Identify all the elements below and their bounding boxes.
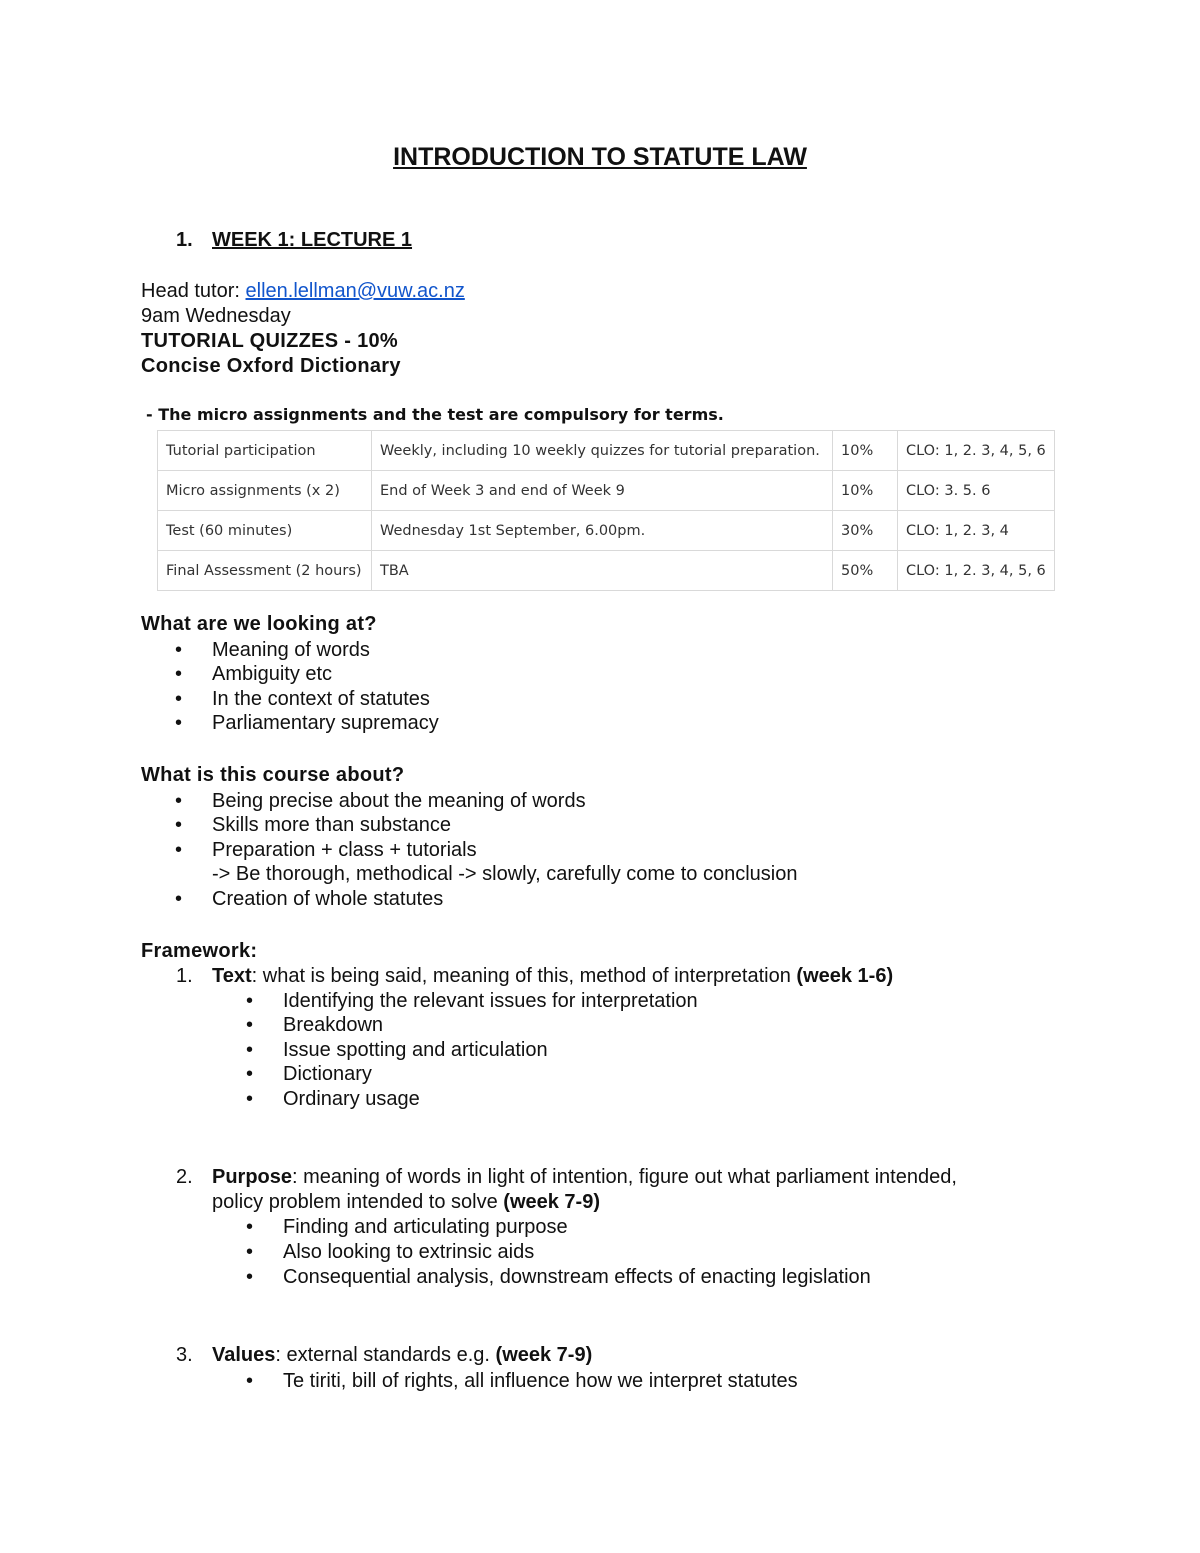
compulsory-note: - The micro assignments and the test are compulsory for terms. [146, 405, 724, 424]
bullet-icon: • [246, 1014, 254, 1036]
list-item: Skills more than substance [212, 814, 452, 836]
list-item: Ordinary usage [283, 1088, 420, 1110]
framework-item-text [212, 1344, 592, 1367]
section-number: 1. [176, 229, 193, 251]
quizzes-weight: TUTORIAL QUIZZES - 10% [141, 330, 399, 352]
framework-term: Purpose [212, 1166, 293, 1188]
list-item: Te tiriti, bill of rights, all influence how we interpret statutes [283, 1370, 798, 1392]
list-item: Identifying the relevant issues for interpretation [283, 990, 698, 1012]
table-cell: 30% [833, 511, 898, 551]
bullet-icon: • [246, 990, 254, 1012]
table-cell: CLO: 3. 5. 6 [898, 471, 1055, 511]
bullet-icon: • [175, 712, 183, 734]
framework-item-text [212, 1166, 957, 1189]
framework-weeks: (week 7-9) [503, 1191, 600, 1213]
head-tutor-line [141, 280, 465, 303]
bullet-icon: • [175, 839, 183, 861]
table-cell: CLO: 1, 2. 3, 4, 5, 6 [898, 431, 1055, 471]
bullet-icon: • [175, 814, 183, 836]
table-row [158, 431, 1055, 471]
framework-desc: : external standards e.g. [275, 1344, 496, 1366]
table-cell: End of Week 3 and end of Week 9 [372, 471, 833, 511]
bullet-icon: • [246, 1266, 254, 1288]
framework-term: Values [212, 1344, 276, 1366]
bullet-icon: • [175, 790, 183, 812]
list-item: Also looking to extrinsic aids [283, 1241, 535, 1263]
framework-number: 2. [176, 1166, 193, 1188]
framework-item-text-cont [212, 1191, 600, 1214]
page-title: INTRODUCTION TO STATUTE LAW [393, 143, 807, 171]
table-row [158, 471, 1055, 511]
table-row [158, 511, 1055, 551]
bullet-icon: • [246, 1241, 254, 1263]
list-item: Ambiguity etc [212, 663, 333, 685]
list-item: Creation of whole statutes [212, 888, 444, 910]
list-item: Consequential analysis, downstream effects of enacting legislation [283, 1266, 871, 1288]
head-tutor-label: Head tutor: [141, 280, 246, 302]
table-cell: Test (60 minutes) [158, 511, 372, 551]
bullet-icon: • [246, 1216, 254, 1238]
table-cell: Micro assignments (x 2) [158, 471, 372, 511]
bullet-icon: • [175, 888, 183, 910]
dictionary-note: Concise Oxford Dictionary [141, 355, 401, 377]
bullet-icon: • [175, 639, 183, 661]
framework-number: 1. [176, 965, 193, 987]
list-item: Breakdown [283, 1014, 384, 1036]
bullet-icon: • [246, 1063, 254, 1085]
bullet-icon: • [175, 688, 183, 710]
table-cell: Wednesday 1st September, 6.00pm. [372, 511, 833, 551]
table-cell: Final Assessment (2 hours) [158, 551, 372, 591]
bullet-icon: • [246, 1370, 254, 1392]
lecture-time: 9am Wednesday [141, 305, 291, 327]
list-item: Issue spotting and articulation [283, 1039, 548, 1061]
framework-heading: Framework: [141, 940, 258, 962]
section-heading: WEEK 1: LECTURE 1 [212, 229, 413, 251]
list-item: Meaning of words [212, 639, 370, 661]
table-cell: CLO: 1, 2. 3, 4 [898, 511, 1055, 551]
table-row [158, 551, 1055, 591]
bullet-icon: • [246, 1039, 254, 1061]
table-cell: Weekly, including 10 weekly quizzes for tutorial preparation. [372, 431, 833, 471]
table-cell: Tutorial participation [158, 431, 372, 471]
bullet-icon: • [246, 1088, 254, 1110]
table-cell: CLO: 1, 2. 3, 4, 5, 6 [898, 551, 1055, 591]
framework-desc: policy problem intended to solve [212, 1191, 504, 1213]
list-item: Being precise about the meaning of words [212, 790, 586, 812]
assessment-table [157, 430, 1055, 591]
framework-desc: : meaning of words in light of intention, figure out what parliament intended, [292, 1166, 957, 1188]
list-item-continuation: -> Be thorough, methodical -> slowly, carefully come to conclusion [212, 863, 798, 885]
head-tutor-email-link[interactable]: ellen.lellman@vuw.ac.nz [245, 280, 465, 302]
list-item: Parliamentary supremacy [212, 712, 439, 734]
table-cell: 10% [833, 471, 898, 511]
framework-desc: : what is being said, meaning of this, method of interpretation [251, 965, 797, 987]
list-item: In the context of statutes [212, 688, 430, 710]
list-item: Dictionary [283, 1063, 372, 1085]
framework-term: Text [212, 965, 252, 987]
looking-at-heading: What are we looking at? [141, 613, 377, 635]
course-about-heading: What is this course about? [141, 764, 405, 786]
list-item: Finding and articulating purpose [283, 1216, 568, 1238]
table-cell: TBA [372, 551, 833, 591]
framework-number: 3. [176, 1344, 193, 1366]
framework-item-text [212, 965, 893, 988]
bullet-icon: • [175, 663, 183, 685]
list-item: Preparation + class + tutorials [212, 839, 477, 861]
framework-weeks: (week 1-6) [796, 965, 894, 987]
table-cell: 50% [833, 551, 898, 591]
table-cell: 10% [833, 431, 898, 471]
framework-weeks: (week 7-9) [495, 1344, 593, 1366]
